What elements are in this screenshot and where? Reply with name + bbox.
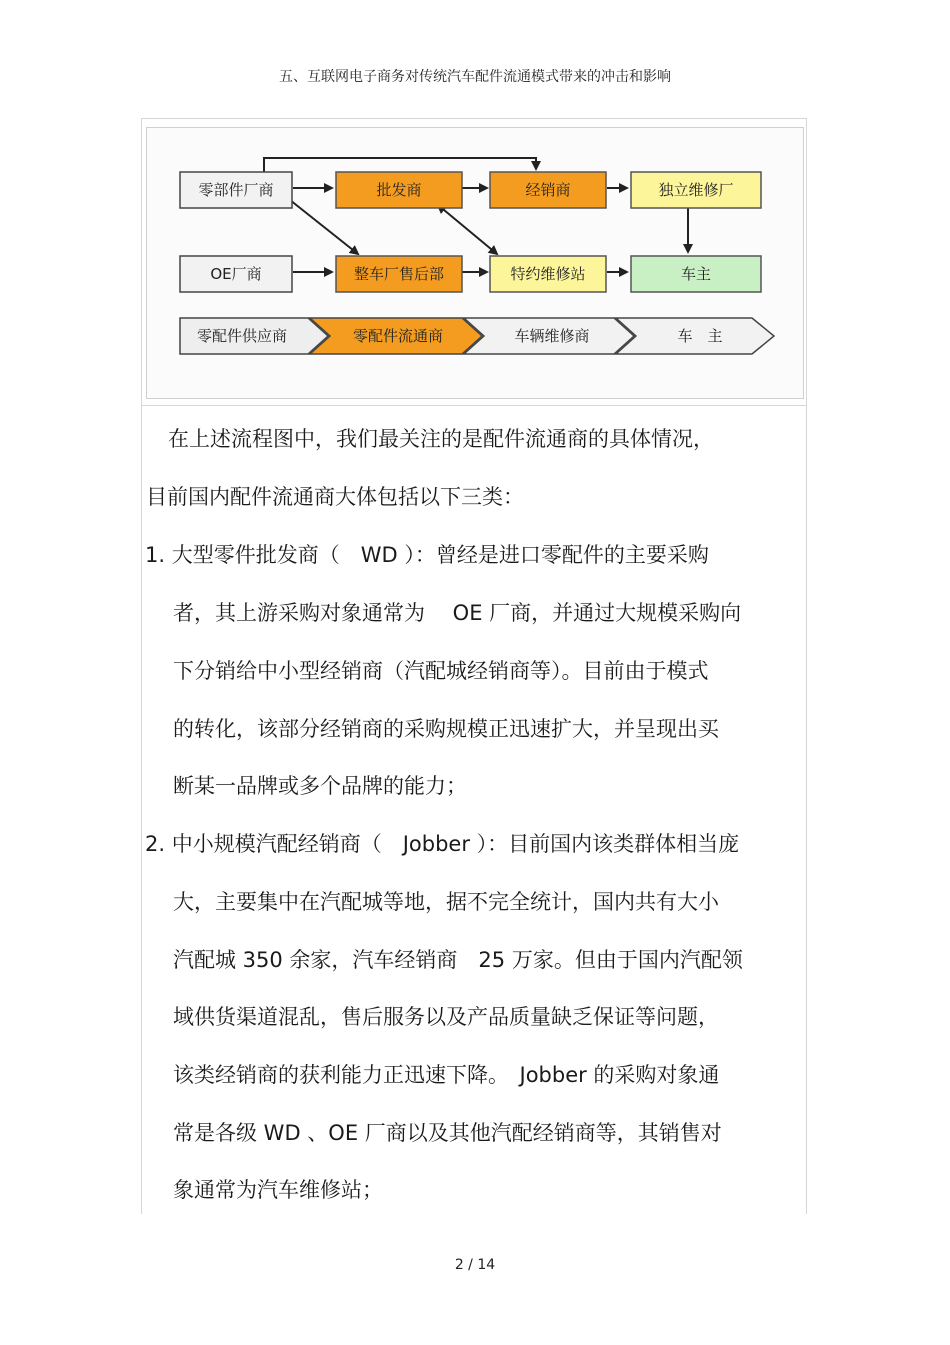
node-dealer: 经销商 [525, 181, 571, 199]
chain-supplier: 零配件供应商 [196, 327, 288, 345]
item2-line-5: 该类经销商的获利能力正迅速下降。 Jobber 的采购对象通 [173, 1063, 720, 1087]
item2-line-1: 2. 中小规模汽配经销商（ Jobber ）：目前国内该类群体相当庞 [145, 832, 740, 856]
node-authorized-station: 特约维修站 [510, 265, 586, 283]
item1-line-4: 的转化，该部分经销商的采购规模正迅速扩大，并呈现出买 [173, 717, 719, 741]
item2-line-2: 大，主要集中在汽配城等地，据不完全统计，国内共有大小 [173, 890, 719, 914]
flow-arrows [264, 158, 688, 272]
node-owner: 车主 [680, 265, 712, 283]
item1-line-1: 1. 大型零件批发商（ WD ）：曾经是进口零配件的主要采购 [145, 543, 709, 567]
item2-line-3: 汽配城 350 余家，汽车经销商 25 万家。但由于国内汽配领 [173, 948, 743, 972]
intro-line-2: 目前国内配件流通商大体包括以下三类： [146, 485, 524, 509]
item2-line-6: 常是各级 WD 、OE 厂商以及其他汽配经销商等，其销售对 [173, 1121, 722, 1145]
item1-line-3: 下分销给中小型经销商（汽配城经销商等）。目前由于模式 [173, 659, 709, 683]
chain-repairer: 车辆维修商 [514, 327, 590, 345]
divider [141, 405, 806, 406]
intro-line-1: 在上述流程图中，我们最关注的是配件流通商的具体情况， [168, 427, 714, 451]
flow-diagram [0, 0, 950, 400]
chain-distributor: 零配件流通商 [352, 327, 444, 345]
page-number: 2 / 14 [454, 1257, 496, 1273]
item2-line-7: 象通常为汽车维修站； [173, 1178, 383, 1202]
item1-line-5: 断某一品牌或多个品牌的能力； [173, 774, 467, 798]
item1-line-2: 者，其上游采购对象通常为 OE 厂商，并通过大规模采购向 [173, 601, 742, 625]
item2-line-4: 域供货渠道混乱，售后服务以及产品质量缺乏保证等问题， [173, 1005, 719, 1029]
node-oem-aftersales: 整车厂售后部 [353, 265, 445, 283]
node-parts-maker: 零部件厂商 [198, 181, 274, 199]
node-independent-shop: 独立维修厂 [658, 181, 734, 199]
arrow-wholesaler-station [438, 205, 497, 254]
node-wholesaler: 批发商 [376, 181, 422, 199]
document-header: 五、互联网电子商务对传统汽车配件流通模式带来的冲击和影响 [279, 69, 671, 85]
chain-owner: 车 主 [677, 327, 723, 345]
node-oe-maker: OE厂商 [210, 265, 262, 283]
